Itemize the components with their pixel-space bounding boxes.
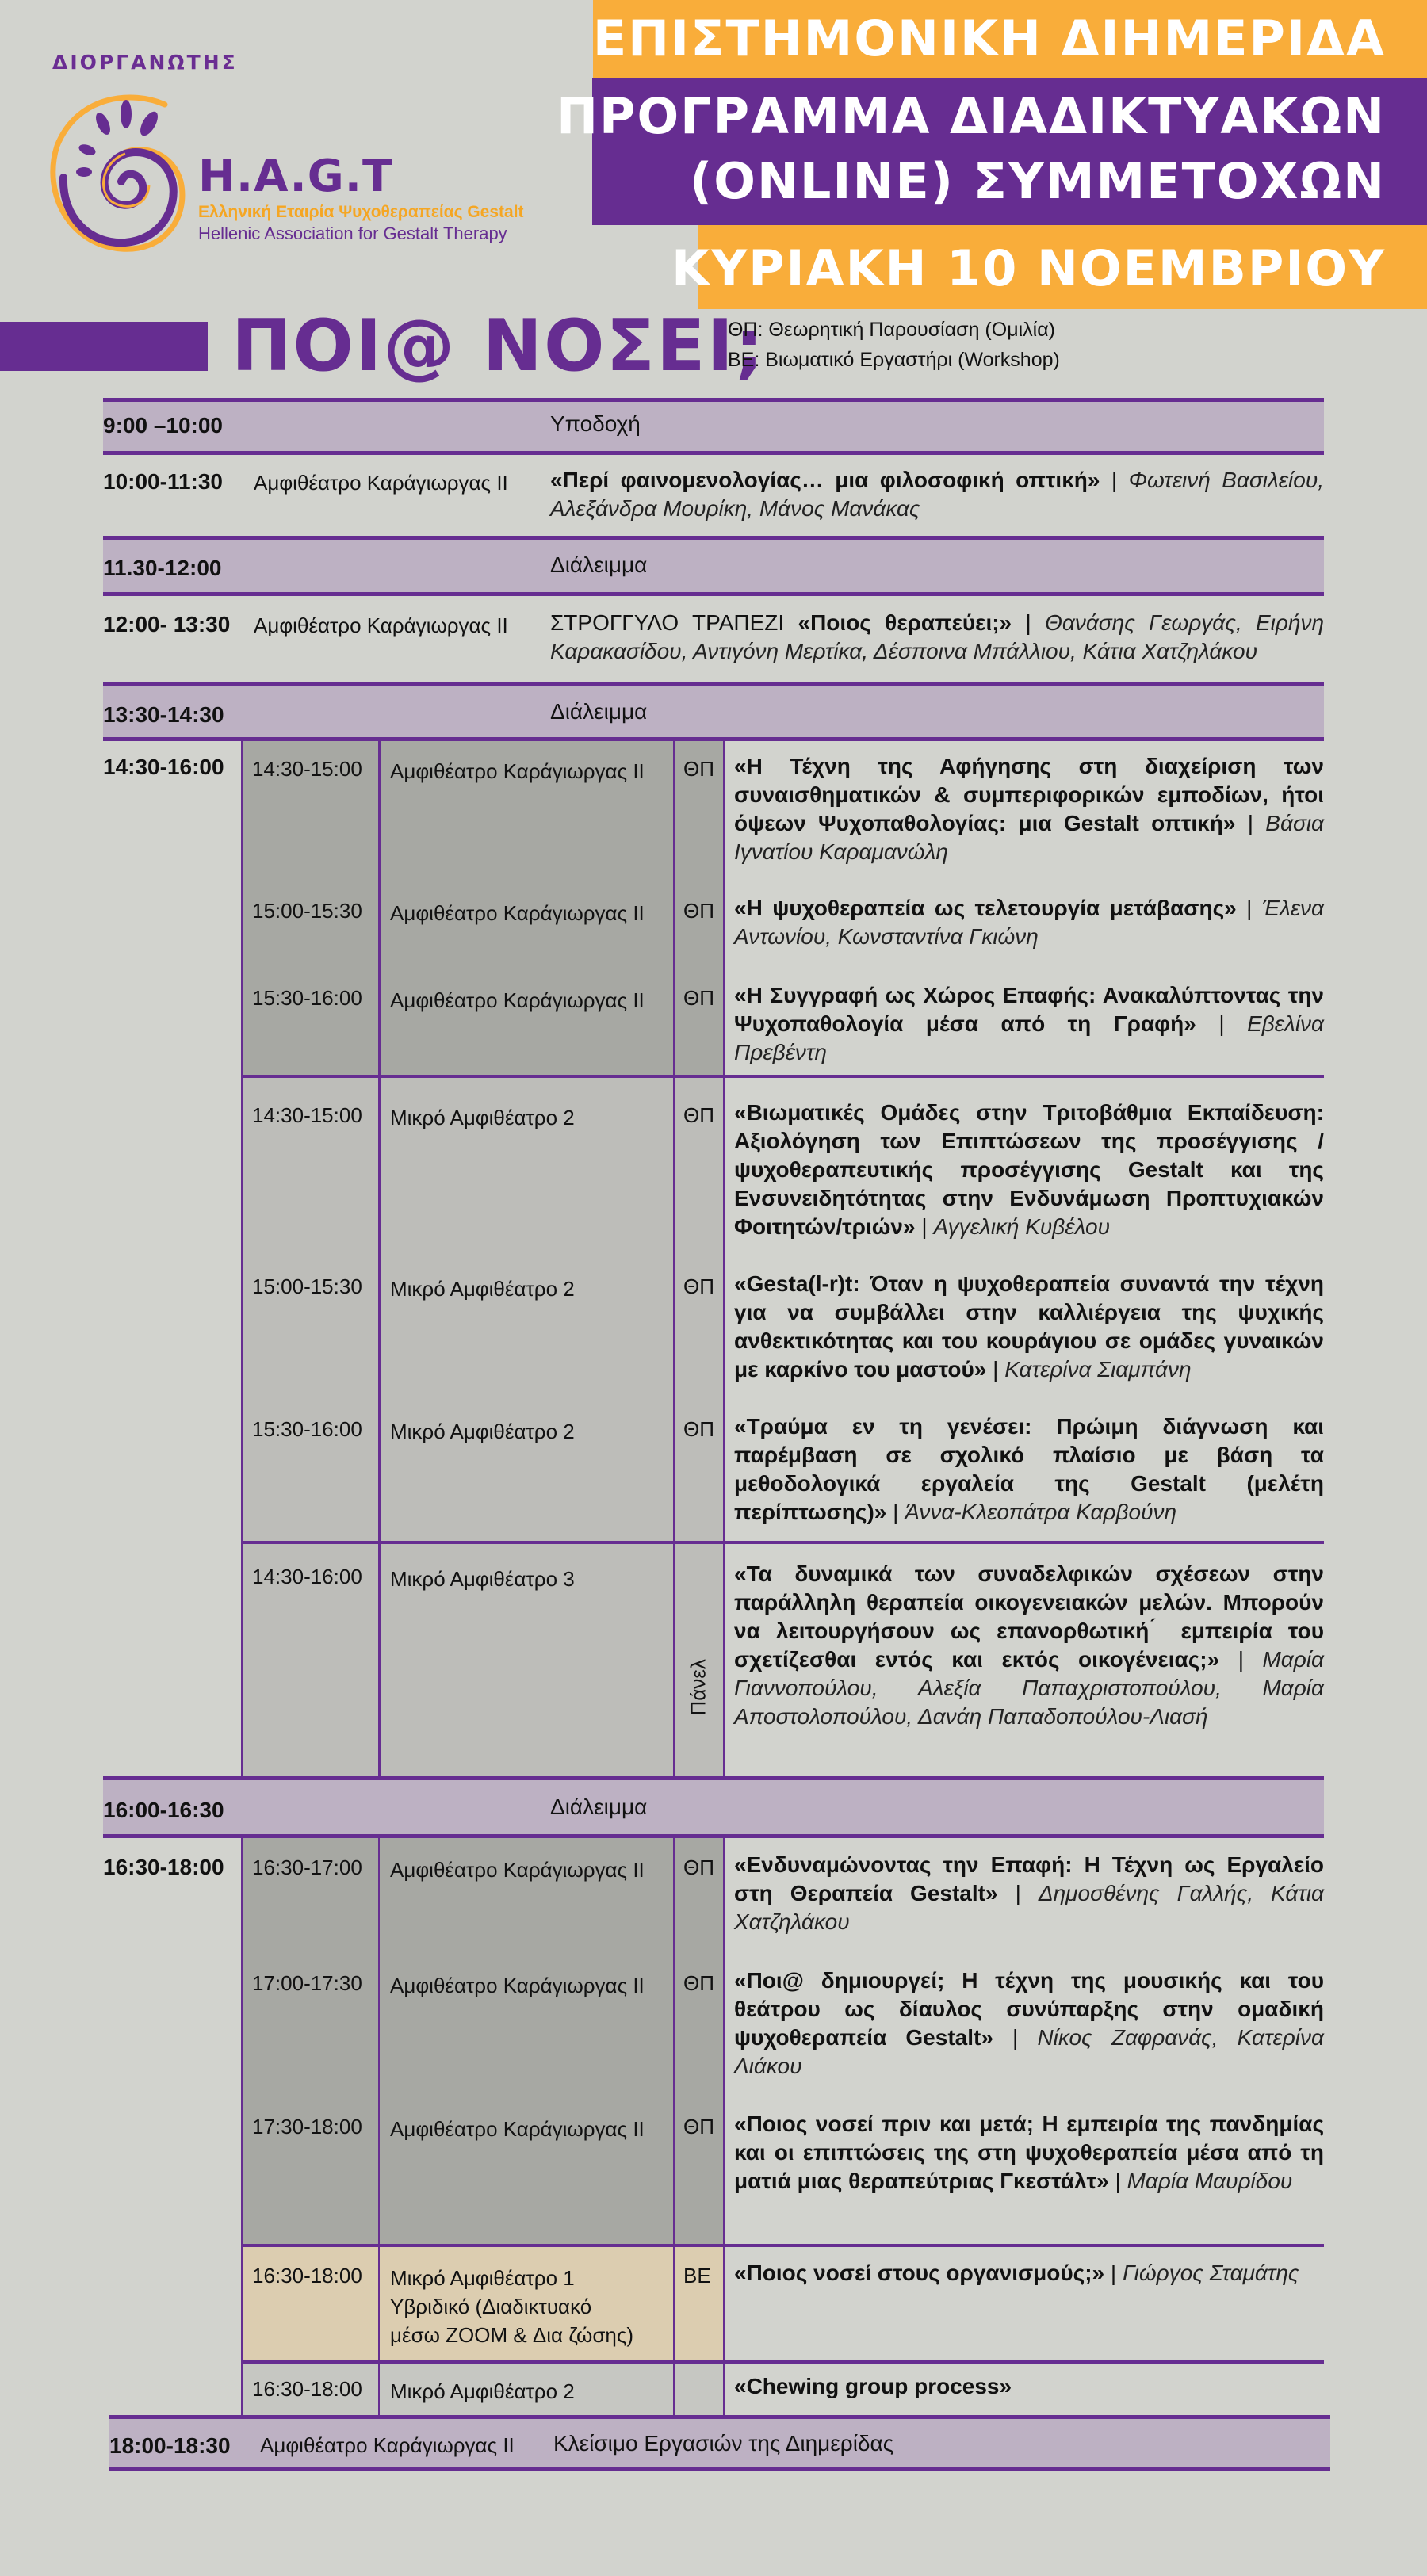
separator: |	[1110, 2261, 1117, 2285]
separator: |	[1012, 2025, 1019, 2050]
row-room: Αμφιθέατρο Καράγιωργας ΙΙ	[254, 471, 508, 495]
session-content	[734, 2372, 1324, 2401]
row-room: Αμφιθέατρο Καράγιωργας ΙΙ	[260, 2433, 515, 2457]
row-time: 18:00-18:30	[109, 2433, 231, 2458]
separator: |	[1025, 610, 1031, 635]
spiral-sun-logo-icon	[46, 90, 216, 261]
event-type-banner	[593, 0, 1427, 78]
session-title: «Περί φαινομενολογίας… μια φιλοσοφική οπτική»	[550, 468, 1100, 492]
session-type: ΘΠ	[683, 986, 714, 1010]
program-title-line2: (ONLINE) ΣΥΜΜΕΤΟΧΩΝ	[689, 152, 1386, 210]
session-time: 15:30-16:00	[252, 1417, 362, 1441]
session-title: «Ενδυναμώνοντας την Επαφή: Η Τέχνη ως Εργαλείο στη Θεραπεία Gestalt»	[734, 1852, 1324, 1905]
block-time: 14:30-16:00	[103, 755, 224, 779]
separator: |	[893, 1500, 899, 1524]
separator: |	[1246, 896, 1253, 920]
session-room-name: Μικρό Αμφιθέατρο 2	[390, 1277, 575, 1301]
separator: |	[993, 1357, 999, 1382]
session-speakers: Νίκος Ζαφρανάς, Κατερίνα Λιάκου	[734, 2025, 1324, 2078]
session-speakers: Βάσια Ιγνατίου Καραμανώλη	[734, 811, 1325, 864]
session-room	[390, 1971, 645, 2000]
session-title: «Η Συγγραφή ως Χώρος Επαφής: Ανακαλύπτοντας την Ψυχοπαθολογία μέσα από τη Γραφή»	[734, 983, 1324, 1036]
session-content	[734, 894, 1324, 951]
column-divider	[378, 741, 381, 1776]
session-type-panel: Πάνελ	[686, 1659, 710, 1716]
session-title: «Η Τέχνη της Αφήγησης στη διαχείριση των συναισθηματικών & συμπεριφορικών εμποδίων, ήτοι όψεων Ψυχοπαθολογίας: μια Gestalt οπτική»	[734, 754, 1324, 835]
schedule-row-closing	[109, 2415, 1330, 2471]
session-room-name: Αμφιθέατρο Καράγιωργας ΙΙ	[390, 901, 645, 925]
row-label: Υποδοχή	[550, 411, 641, 436]
session-time: 15:00-15:30	[252, 1275, 362, 1298]
row-divider	[242, 2244, 1324, 2247]
session-time: 14:30-16:00	[252, 1565, 362, 1588]
logo-acronym: H.A.G.T	[198, 151, 394, 202]
separator: |	[1247, 811, 1254, 835]
session-speakers: Εβελίνα Πρεβέντη	[734, 1011, 1325, 1064]
session-content	[734, 1099, 1324, 1241]
schedule-row-break	[103, 1776, 1324, 1838]
separator: |	[1115, 2169, 1121, 2193]
session-room-name: Μικρό Αμφιθέατρο 3	[390, 1567, 575, 1591]
column-divider	[241, 741, 243, 1776]
session-room	[390, 899, 645, 927]
session-speakers: Έλενα Αντωνίου, Κωνσταντίνα Γκιώνη	[734, 896, 1324, 949]
session-time: 16:30-17:00	[252, 1856, 362, 1879]
schedule-row-break	[103, 536, 1324, 596]
program-title-line1: ΠΡΟΓΡΑΜΜΑ ΔΙΑΔΙΚΤΥΑΚΩΝ	[557, 87, 1386, 145]
row-time: 9:00 –10:00	[103, 413, 224, 438]
session-type: ΘΠ	[683, 1103, 714, 1127]
row-label: Κλείσιμο Εργασιών της Διημερίδας	[553, 2431, 894, 2456]
session-time: 14:30-15:00	[252, 757, 362, 781]
row-time: 10:00-11:30	[103, 469, 224, 494]
separator: |	[1218, 1011, 1225, 1036]
session-room-name: Αμφιθέατρο Καράγιωργας ΙΙ	[390, 759, 645, 783]
session-title: «Ποι@ δημιουργεί; Η τέχνη της μουσικής και του θεάτρου ως δίαυλος συνύπαρξης στην ομαδική ψυχοθεραπεία Gestalt»	[734, 1968, 1324, 2050]
row-label: Διάλειμμα	[550, 1794, 648, 1819]
separator: |	[1015, 1881, 1021, 1905]
session-room-detail: μέσω ZOOM & Δια ζώσης)	[390, 2323, 634, 2347]
session-time: 17:30-18:00	[252, 2115, 362, 2138]
session-room	[390, 986, 645, 1015]
session-speakers: Αγγελική Κυβέλου	[933, 1214, 1110, 1239]
session-speakers: Άννα-Κλεοπάτρα Καρβούνη	[905, 1500, 1177, 1524]
legend-workshop: ΒΕ: Βιωματικό Εργαστήρι (Workshop)	[728, 349, 1060, 371]
session-content	[734, 1270, 1324, 1384]
session-speakers: Μαρία Μαυρίδου	[1127, 2169, 1293, 2193]
schedule-row-break	[103, 398, 1324, 455]
separator: |	[1111, 468, 1118, 492]
session-room	[390, 757, 645, 785]
session-speakers: Μαρία Γιαννοπούλου, Αλεξία Παπαχριστοπούλου, Μαρία Αποστολοπούλου, Δανάη Παπαδοπούλου-Λιασή	[734, 1647, 1325, 1729]
session-type: ΒΕ	[683, 2264, 711, 2287]
title-accent-bar	[0, 322, 208, 371]
session-type: ΘΠ	[683, 1971, 714, 1995]
session-title: «Τραύμα εν τη γενέσει: Πρώιμη διάγνωση και παρέμβαση σε σχολικό πλαίσιο με βάση τα μεθοδολογικά εργαλεία της Gestalt (μελέτη περίπτωσης)»	[734, 1414, 1324, 1524]
row-divider	[242, 1075, 1324, 1078]
page-title: ΠΟΙ@ ΝΟΣΕΙ;	[231, 304, 765, 388]
session-type: ΘΠ	[683, 1856, 714, 1879]
row-time: 12:00- 13:30	[103, 612, 231, 636]
session-title: «Βιωματικές Ομάδες στην Τριτοβάθμια Εκπαίδευση: Αξιολόγηση των Επιπτώσεων της προσέγγισης /ψυχοθεραπευτικής προσέγγισης Gestalt και της Ενσυνειδητότητας στην Ενδυνάμωση Προπτυχιακών Φοιτητών/τριών»	[734, 1100, 1324, 1239]
date-banner	[671, 225, 1427, 309]
row-label: Διάλειμμα	[550, 552, 648, 577]
session-room-name: Μικρό Αμφιθέατρο 2	[390, 1106, 575, 1129]
schedule-row	[103, 455, 1324, 536]
session-type: ΘΠ	[683, 1275, 714, 1298]
session-time: 15:30-16:00	[252, 986, 362, 1010]
session-type: ΘΠ	[683, 1417, 714, 1441]
session-title: «Ποιος θεραπεύει;»	[798, 610, 1012, 635]
schedule-row	[103, 596, 1324, 683]
session-title: «Η ψυχοθεραπεία ως τελετουργία μετάβασης»	[734, 896, 1237, 920]
session-title: «Ποιος νοσεί στους οργανισμούς;»	[734, 2261, 1105, 2285]
block-time: 16:30-18:00	[103, 1855, 224, 1879]
session-content	[734, 2110, 1324, 2196]
session-time: 17:00-17:30	[252, 1971, 362, 1995]
session-time: 15:00-15:30	[252, 899, 362, 923]
session-type: ΘΠ	[683, 899, 714, 923]
session-prefix: ΣΤΡΟΓΓΥΛΟ ΤΡΑΠΕΖΙ	[550, 610, 785, 635]
session-room	[390, 2264, 633, 2349]
session-room-name: Αμφιθέατρο Καράγιωργας ΙΙ	[390, 1858, 645, 1882]
row-time: 13:30-14:30	[103, 702, 224, 727]
organizer-label: ΔΙΟΡΓΑΝΩΤΗΣ	[52, 51, 238, 74]
column-divider	[378, 1838, 380, 2417]
row-divider	[242, 1541, 1324, 1544]
session-speakers: Κατερίνα Σιαμπάνη	[1004, 1357, 1192, 1382]
session-title: «Gesta(l-r)t: Όταν η ψυχοθεραπεία συναντά την τέχνη για να συμβάλλει στην καλλιέργεια της ψυχικής ανθεκτικότητας και του κουράγιου σε ομάδες γυναικών με καρκίνο του μαστού»	[734, 1271, 1324, 1382]
row-time: 11.30-12:00	[103, 556, 222, 580]
session-title: «Ποιος νοσεί πριν και μετά; Η εμπειρία της πανδημίας και οι επιπτώσεις της στη ψυχοθεραπεία μέσα από τη ματιά μιας θεραπεύτριας Γκεστάλτ»	[734, 2112, 1324, 2193]
session-room	[390, 1565, 575, 1593]
session-speakers: Δημοσθένης Γαλλής, Κάτια Χατζηλάκου	[734, 1881, 1325, 1934]
session-room-name: Αμφιθέατρο Καράγιωργας ΙΙ	[390, 2117, 645, 2141]
session-time: 16:30-18:00	[252, 2377, 362, 2401]
session-content	[734, 752, 1324, 866]
session-room	[390, 1417, 575, 1446]
session-room-detail: Υβριδικό (Διαδικτυακό	[390, 2295, 592, 2318]
session-speakers: Γιώργος Σταμάτης	[1122, 2261, 1299, 2285]
session-speakers: Θανάσης Γεωργάς, Ειρήνη Καρακασίδου, Αντιγόνη Μερτίκα, Δέσποινα Μπάλλιου, Κάτια Χατζηλάκου	[550, 610, 1324, 663]
column-divider	[723, 741, 725, 1776]
logo-greek-name: Ελληνική Εταιρία Ψυχοθεραπείας Gestalt	[198, 203, 524, 221]
legend-theoretical: ΘΠ: Θεωρητική Παρουσίαση (Ομιλία)	[728, 319, 1055, 341]
session-room	[390, 1103, 575, 1132]
row-content	[550, 466, 1324, 523]
session-room-name: Αμφιθέατρο Καράγιωργας ΙΙ	[390, 988, 645, 1012]
row-divider	[242, 2360, 1324, 2364]
session-time: 16:30-18:00	[252, 2264, 362, 2287]
session-room	[390, 1856, 645, 1884]
session-room-name: Μικρό Αμφιθέατρο 2	[390, 1420, 575, 1443]
session-title: «Chewing group process»	[734, 2374, 1012, 2398]
session-time: 14:30-15:00	[252, 1103, 362, 1127]
session-content	[734, 1412, 1324, 1527]
session-title: «Τα δυναμικά των συναδελφικών σχέσεων στην παράλληλη θεραπεία οικογενειακών μελών. Μπορούν να λειτουργήσουν ως επανορθωτική ́ εμπειρία του σχετίζεσθαι εντός και εκτός οικογένειας;»	[734, 1561, 1324, 1672]
row-room: Αμφιθέατρο Καράγιωργας ΙΙ	[254, 613, 508, 637]
session-room-name: Αμφιθέατρο Καράγιωργας ΙΙ	[390, 1974, 645, 1997]
schedule-row-break	[103, 682, 1324, 741]
column-divider	[673, 741, 675, 1776]
separator: |	[1238, 1647, 1244, 1672]
column-divider	[723, 1838, 725, 2417]
session-content	[734, 981, 1324, 1067]
event-date: ΚΥΡΙΑΚΗ 10 ΝΟΕΜΒΡΙΟΥ	[671, 239, 1386, 297]
column-divider	[673, 1838, 675, 2417]
separator: |	[921, 1214, 928, 1239]
session-room	[390, 1275, 575, 1303]
session-type: ΘΠ	[683, 2115, 714, 2138]
row-content	[550, 609, 1324, 666]
session-content	[734, 2259, 1324, 2287]
session-room-name: Μικρό Αμφιθέατρο 1	[390, 2266, 575, 2290]
session-room	[390, 2115, 645, 2143]
session-speakers: Φωτεινή Βασιλείου, Αλεξάνδρα Μουρίκη, Μάνος Μανάκας	[550, 468, 1324, 521]
row-label: Διάλειμμα	[550, 699, 648, 724]
logo-english-name: Hellenic Association for Gestalt Therapy	[198, 224, 507, 243]
row-time: 16:00-16:30	[103, 1798, 224, 1822]
block-dark-bg	[242, 1838, 724, 2245]
event-type-text: ΕΠΙΣΤΗΜΟΝΙΚΗ ΔΙΗΜΕΡΙΔΑ	[592, 10, 1386, 67]
session-type: ΘΠ	[683, 757, 714, 781]
session-content	[734, 1966, 1324, 2081]
column-divider	[241, 1838, 243, 2417]
program-banner	[557, 78, 1427, 225]
session-room-name: Μικρό Αμφιθέατρο 2	[390, 2379, 575, 2403]
session-content	[734, 1851, 1324, 1936]
session-room	[390, 2377, 575, 2406]
session-content	[734, 1560, 1324, 1731]
